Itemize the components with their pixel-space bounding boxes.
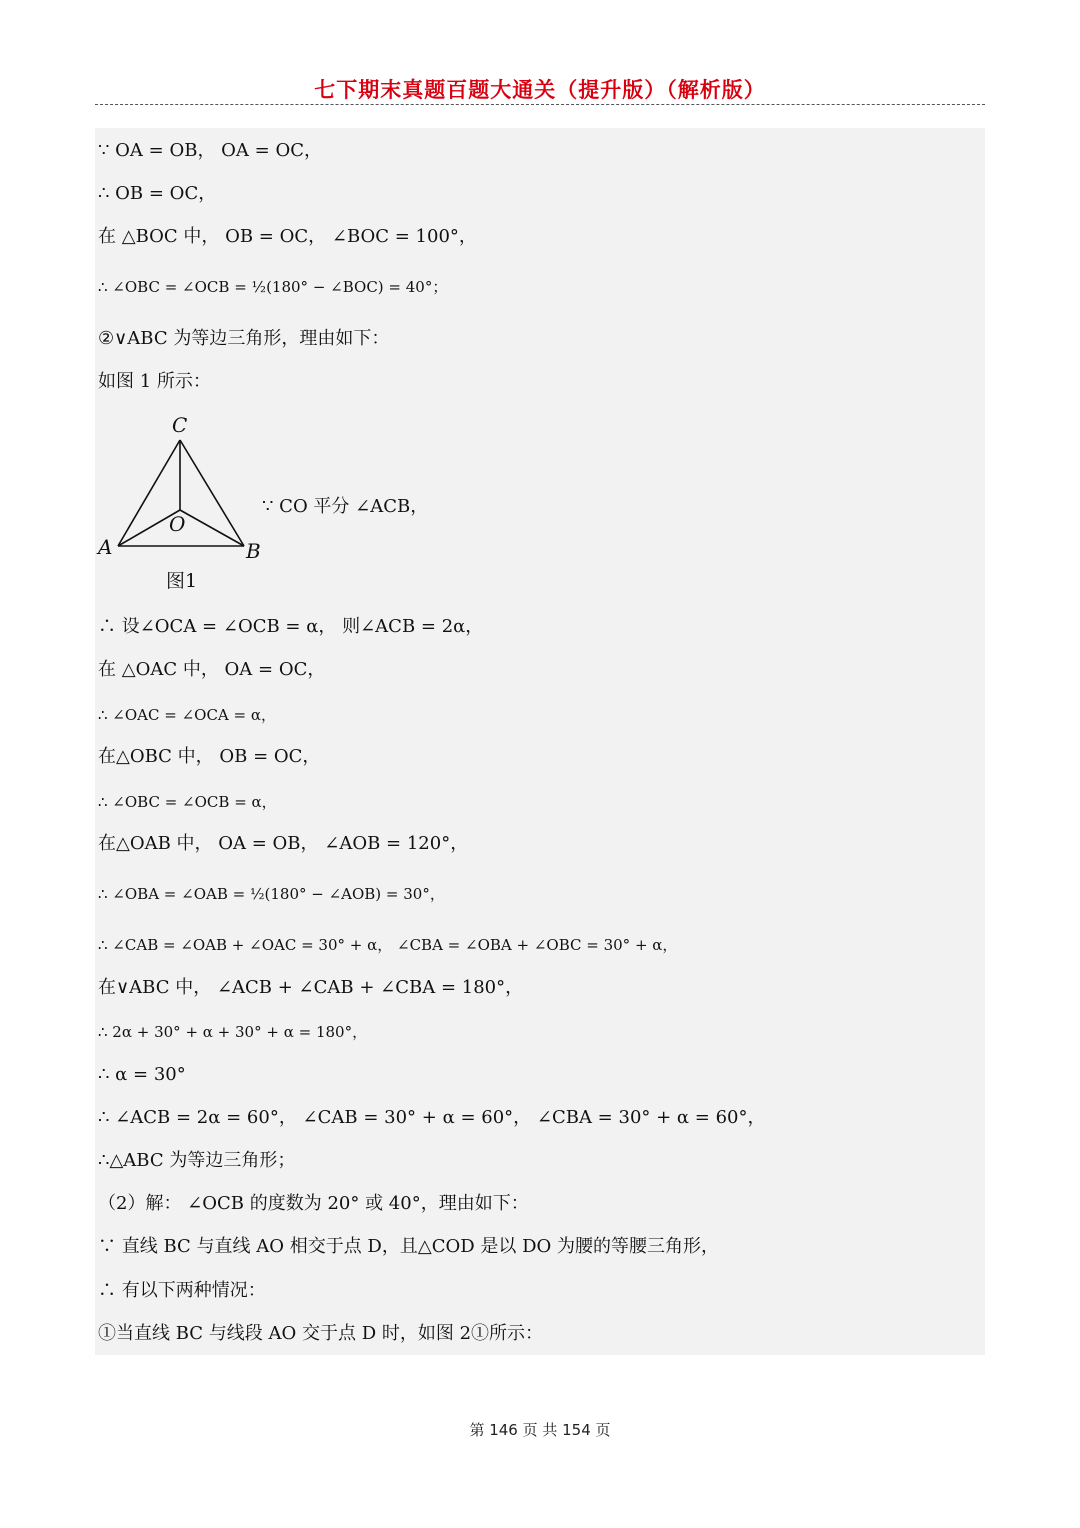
vertex-label-a: A [98,535,113,559]
solution-line: ∵ 直线 BC 与直线 AO 相交于点 D，且△COD 是以 DO 为腰的等腰三角形， [98,1236,720,1257]
solution-line: ∴ ∠OBA = ∠OAB = ½(180° − ∠AOB) = 30°， [98,885,445,903]
edge-cb [180,440,244,546]
solution-line: 在△OAB 中， OA = OB， ∠AOB = 120°， [98,833,469,854]
solution-line: ∴ α = 30° [98,1064,186,1085]
figure-1-triangle-diagram [92,408,272,564]
solution-line: ②∨ABC 为等边三角形，理由如下： [98,328,390,349]
solution-line: ①当直线 BC 与线段 AO 交于点 D 时，如图 2①所示： [98,1323,544,1344]
solution-line: 在△OBC 中， OB = OC， [98,746,321,767]
solution-line: ∴ ∠OAC = ∠OCA = α， [98,706,277,724]
figure-caption: 图1 [166,570,198,592]
solution-line: 在∨ABC 中， ∠ACB + ∠CAB + ∠CBA = 180°， [98,977,524,998]
solution-line: ∴ 有以下两种情况： [98,1280,266,1301]
vertex-label-c: C [172,413,188,437]
solution-line: ∴ 设∠OCA = ∠OCB = α， 则∠ACB = 2α， [98,616,484,637]
solution-line: 在 △BOC 中， OB = OC， ∠BOC = 100°， [98,226,477,247]
page-header-title: 七下期末真题百题大通关（提升版）（解析版） [314,78,766,102]
solution-line: ∴ ∠CAB = ∠OAB + ∠OAC = 30° + α， ∠CBA = ∠OBA + ∠OBC = 30° + α， [98,936,678,954]
solution-line: （2）解： ∠OCB 的度数为 20° 或 40°，理由如下： [98,1193,529,1214]
figure-side-text: ∵ CO 平分 ∠ACB， [262,496,429,517]
solution-line: 如图 1 所示： [98,371,211,392]
page-footer: 第 146 页 共 154 页 [469,1421,611,1439]
solution-line: ∴ ∠OBC = ∠OCB = ½(180° − ∠BOC) = 40°； [98,278,448,296]
solution-line: ∴△ABC 为等边三角形； [98,1150,296,1171]
solution-line: ∵ OA = OB， OA = OC， [98,140,322,161]
vertex-label-o: O [169,512,186,536]
solution-line: ∴ 2α + 30° + α + 30° + α = 180°， [98,1023,368,1041]
solution-line: ∴ ∠OBC = ∠OCB = α， [98,793,277,811]
header-divider [95,104,985,105]
segment-ob [180,510,244,546]
solution-line: ∴ OB = OC， [98,183,217,204]
solution-line: ∴ ∠ACB = 2α = 60°， ∠CAB = 30° + α = 60°， ∠CBA = 30° + α = 60°， [98,1107,766,1128]
vertex-label-b: B [246,539,261,563]
solution-line: 在 △OAC 中， OA = OC， [98,659,326,680]
